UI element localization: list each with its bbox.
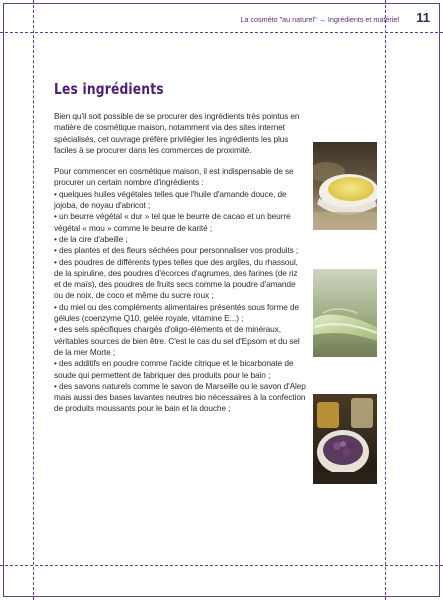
aloe-leaf-photo	[313, 269, 377, 357]
guide-line-horizontal	[0, 565, 443, 566]
page-number: 11	[416, 10, 430, 25]
salt-bowl-photo	[313, 142, 377, 230]
list-item: • des sels spécifiques chargés d'oligo-éléments et de minéraux, véritables sources de bien être. C'est le cas du sel d'Epsom et du sel de la mer Morte ;	[54, 324, 300, 357]
guide-line-vertical	[33, 0, 34, 600]
running-header: La cosméto "au naturel" → Ingrédients et matériel	[240, 15, 399, 24]
body-text	[54, 111, 306, 415]
list-item: • un beurre végétal « dur » tel que le beurre de cacao et un beurre végétal « mou » comme le beurre de karité ;	[54, 211, 291, 233]
list-item: • quelques huiles végétales telles que l'huile d'amande douce, de jojoba, de noyau d'abricot ;	[54, 188, 287, 211]
list-item: • des savons naturels comme le savon de Marseille ou le savon d'Alep mais aussi des bases lavantes neutres bio nécessaires à la confection de produits moussants pour le bain et la douche ;	[54, 380, 306, 414]
list-item: • des plantes et des fleurs séchées pour personnaliser vos produits ;	[54, 245, 299, 256]
list-item: • du miel ou des compléments alimentaires présentés sous forme de gélules (coenzyme Q10, gelée royale, vitamine E...) ;	[54, 301, 299, 324]
guide-line-horizontal	[0, 32, 443, 33]
lead-paragraph: Pour commencer en cosmétique maison, il est indispensable de se procurer un certain nombre d'ingrédients :	[54, 166, 294, 188]
section-title: Les ingrédients	[54, 80, 164, 98]
intro-paragraph: Bien qu'il soit possible de se procurer des ingrédients très pointus en matière de cosmétique maison, notamment via des sites internet spécialisés, cet ouvrage préfère privilégier les ingrédients les plus faciles à se procurer dans les commerces de proximité.	[54, 111, 300, 155]
list-item: • des additifs en poudre comme l'acide citrique et le bicarbonate de soude qui permettent de fabriquer des produits pour le bain ;	[54, 358, 294, 380]
list-item: • des poudres de différents types telles que des argiles, du rhassoul, de la spiruline, des poudres d'écorces d'agrumes, des farines (de riz et de maïs), des poudres de fruits secs comme la poudre d'amande ou de noix, de coco et même du sucre roux ;	[54, 256, 298, 301]
dried-flowers-jars-photo	[313, 394, 377, 484]
guide-line-vertical	[385, 0, 386, 600]
list-item: • de la cire d'abeille ;	[54, 233, 128, 244]
